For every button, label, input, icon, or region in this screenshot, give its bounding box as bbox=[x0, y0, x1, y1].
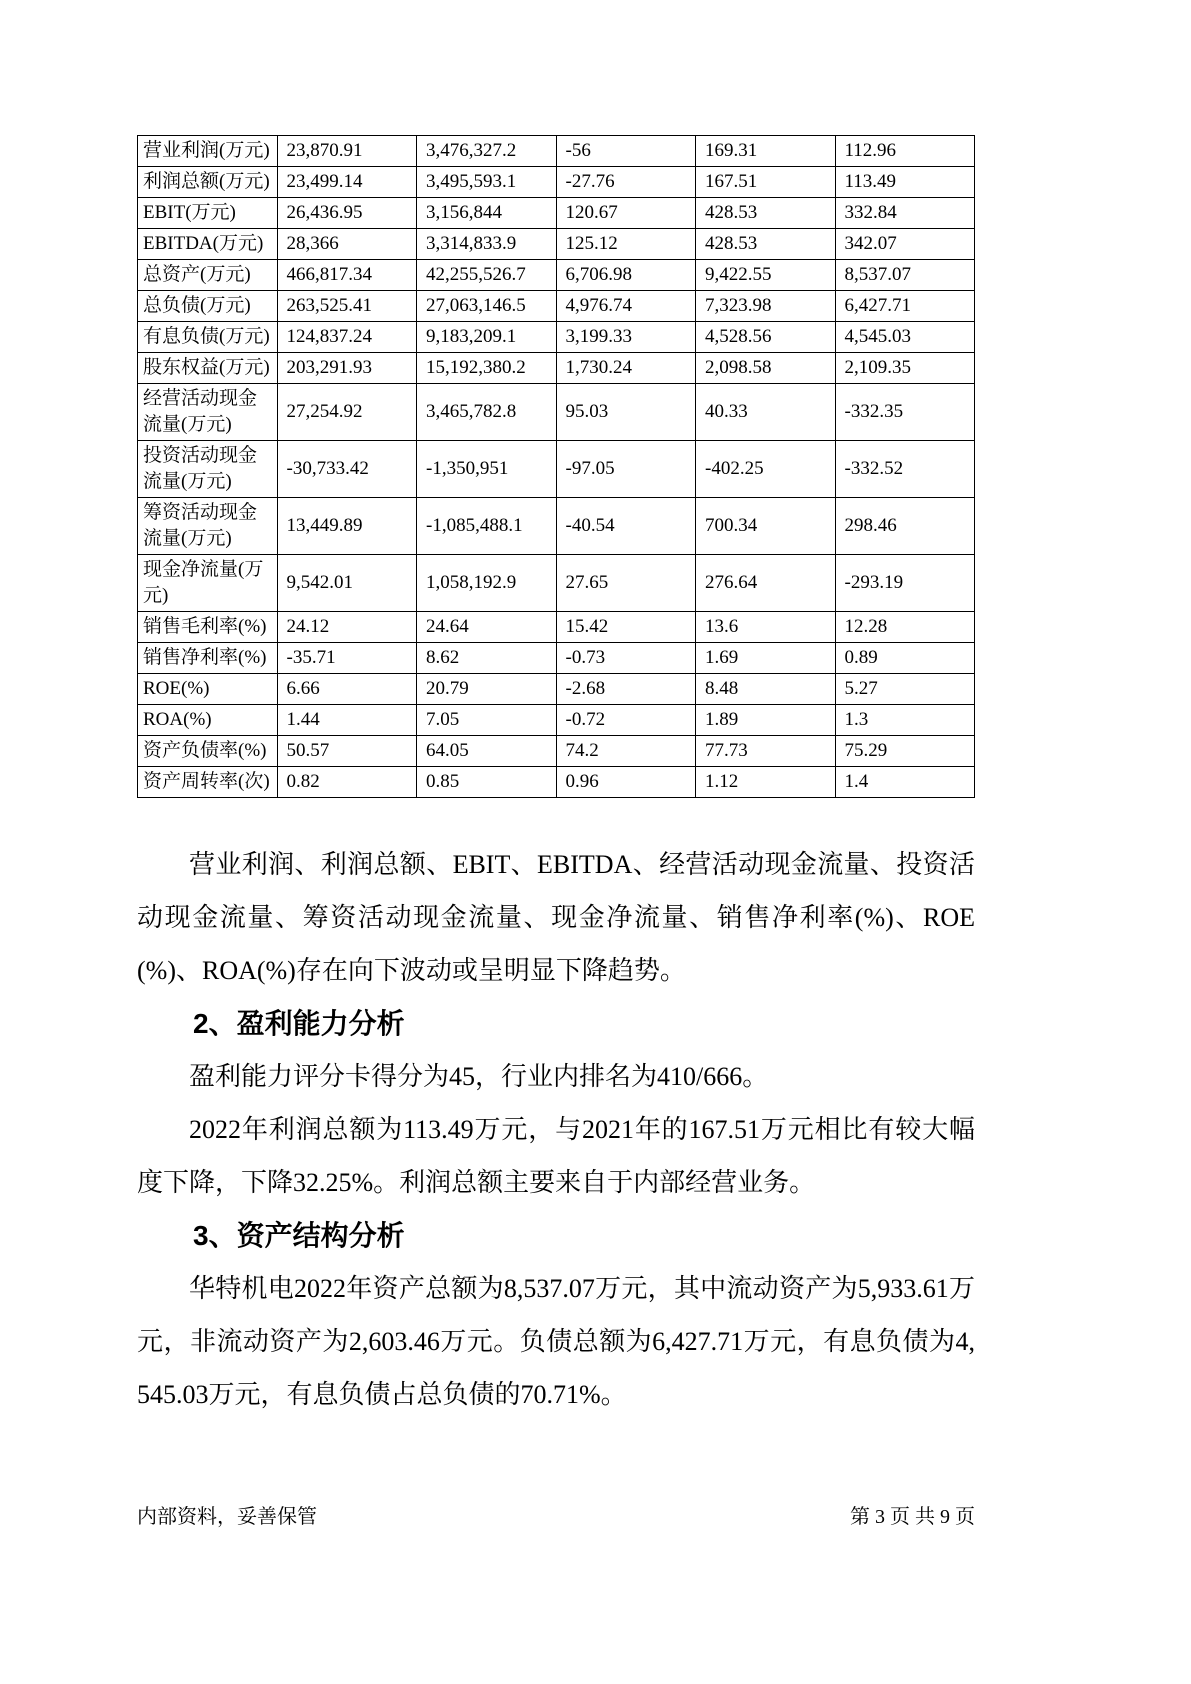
table-row bbox=[138, 643, 975, 674]
row-label: 股东权益(万元) bbox=[138, 353, 278, 384]
row-value: 24.64 bbox=[417, 612, 557, 643]
row-value: -332.52 bbox=[835, 441, 975, 498]
row-value: 40.33 bbox=[696, 384, 836, 441]
row-value: 428.53 bbox=[696, 198, 836, 229]
row-value: 8.48 bbox=[696, 674, 836, 705]
row-value: 1.44 bbox=[277, 705, 417, 736]
row-label: ROE(%) bbox=[138, 674, 278, 705]
table-row bbox=[138, 555, 975, 612]
row-value: 125.12 bbox=[556, 229, 696, 260]
row-value: 3,156,844 bbox=[417, 198, 557, 229]
row-value: 2,109.35 bbox=[835, 353, 975, 384]
row-value: 332.84 bbox=[835, 198, 975, 229]
table-row bbox=[138, 674, 975, 705]
row-value: 3,495,593.1 bbox=[417, 167, 557, 198]
row-value: 50.57 bbox=[277, 736, 417, 767]
footer-page-number: 第 3 页 共 9 页 bbox=[850, 1506, 975, 1528]
table-row bbox=[138, 167, 975, 198]
row-label: 销售净利率(%) bbox=[138, 643, 278, 674]
row-value: 74.2 bbox=[556, 736, 696, 767]
row-value: -97.05 bbox=[556, 441, 696, 498]
row-value: 1,730.24 bbox=[556, 353, 696, 384]
row-value: 15.42 bbox=[556, 612, 696, 643]
table-row bbox=[138, 767, 975, 798]
row-value: 112.96 bbox=[835, 136, 975, 167]
row-value: 7.05 bbox=[417, 705, 557, 736]
financial-table-body bbox=[138, 136, 975, 798]
paragraph-profit-detail: 2022年利润总额为113.49万元，与2021年的167.51万元相比有较大幅度下降，下降32.25%。利润总额主要来自于内部经营业务。 bbox=[137, 1115, 975, 1197]
row-value: 13.6 bbox=[696, 612, 836, 643]
row-value: 20.79 bbox=[417, 674, 557, 705]
row-label: 总负债(万元) bbox=[138, 291, 278, 322]
page-footer bbox=[137, 1500, 975, 1529]
row-value: 95.03 bbox=[556, 384, 696, 441]
row-value: 263,525.41 bbox=[277, 291, 417, 322]
table-row bbox=[138, 322, 975, 353]
table-row bbox=[138, 498, 975, 555]
row-value: 6,706.98 bbox=[556, 260, 696, 291]
row-label: 现金净流量(万元) bbox=[138, 555, 278, 612]
row-value: 9,183,209.1 bbox=[417, 322, 557, 353]
table-row bbox=[138, 705, 975, 736]
row-value: 169.31 bbox=[696, 136, 836, 167]
row-value: 5.27 bbox=[835, 674, 975, 705]
row-value: 64.05 bbox=[417, 736, 557, 767]
row-value: 24.12 bbox=[277, 612, 417, 643]
row-label: 投资活动现金流量(万元) bbox=[138, 441, 278, 498]
row-label: 资产负债率(%) bbox=[138, 736, 278, 767]
row-label: 经营活动现金流量(万元) bbox=[138, 384, 278, 441]
row-value: 75.29 bbox=[835, 736, 975, 767]
row-value: 27,254.92 bbox=[277, 384, 417, 441]
row-value: 120.67 bbox=[556, 198, 696, 229]
row-label: 有息负债(万元) bbox=[138, 322, 278, 353]
row-value: 700.34 bbox=[696, 498, 836, 555]
table-row bbox=[138, 136, 975, 167]
row-value: 124,837.24 bbox=[277, 322, 417, 353]
row-label: 筹资活动现金流量(万元) bbox=[138, 498, 278, 555]
row-value: 12.28 bbox=[835, 612, 975, 643]
row-label: EBITDA(万元) bbox=[138, 229, 278, 260]
row-value: 27.65 bbox=[556, 555, 696, 612]
table-row bbox=[138, 736, 975, 767]
row-value: 6.66 bbox=[277, 674, 417, 705]
row-value: 6,427.71 bbox=[835, 291, 975, 322]
row-value: 203,291.93 bbox=[277, 353, 417, 384]
row-value: -402.25 bbox=[696, 441, 836, 498]
row-value: 466,817.34 bbox=[277, 260, 417, 291]
row-value: -0.73 bbox=[556, 643, 696, 674]
table-row bbox=[138, 260, 975, 291]
row-label: 总资产(万元) bbox=[138, 260, 278, 291]
paragraph-asset-detail: 华特机电2022年资产总额为8,537.07万元，其中流动资产为5,933.61万元，非流动资产为2,603.46万元。负债总额为6,427.71万元，有息负债为4,545.03万元，有息负债占总负债的70.71%。 bbox=[137, 1274, 975, 1409]
table-row bbox=[138, 198, 975, 229]
row-value: 1.3 bbox=[835, 705, 975, 736]
row-value: -30,733.42 bbox=[277, 441, 417, 498]
row-value: 27,063,146.5 bbox=[417, 291, 557, 322]
row-value: -40.54 bbox=[556, 498, 696, 555]
row-value: 15,192,380.2 bbox=[417, 353, 557, 384]
row-value: 42,255,526.7 bbox=[417, 260, 557, 291]
row-value: -332.35 bbox=[835, 384, 975, 441]
row-value: 4,976.74 bbox=[556, 291, 696, 322]
row-value: 3,465,782.8 bbox=[417, 384, 557, 441]
table-row bbox=[138, 291, 975, 322]
row-value: 8.62 bbox=[417, 643, 557, 674]
row-value: -27.76 bbox=[556, 167, 696, 198]
row-value: -35.71 bbox=[277, 643, 417, 674]
row-value: 167.51 bbox=[696, 167, 836, 198]
financial-indicators-table bbox=[137, 135, 975, 798]
row-value: 28,366 bbox=[277, 229, 417, 260]
row-value: 428.53 bbox=[696, 229, 836, 260]
row-label: 销售毛利率(%) bbox=[138, 612, 278, 643]
table-row bbox=[138, 384, 975, 441]
table-row bbox=[138, 353, 975, 384]
row-value: -0.72 bbox=[556, 705, 696, 736]
row-value: 276.64 bbox=[696, 555, 836, 612]
page-content bbox=[137, 135, 975, 1421]
row-value: 113.49 bbox=[835, 167, 975, 198]
row-value: -56 bbox=[556, 136, 696, 167]
row-value: 0.89 bbox=[835, 643, 975, 674]
table-row bbox=[138, 229, 975, 260]
row-value: 4,528.56 bbox=[696, 322, 836, 353]
footer-confidential-note: 内部资料，妥善保管 bbox=[137, 1506, 317, 1528]
row-value: 1,058,192.9 bbox=[417, 555, 557, 612]
row-value: 7,323.98 bbox=[696, 291, 836, 322]
row-label: 资产周转率(次) bbox=[138, 767, 278, 798]
row-value: 4,545.03 bbox=[835, 322, 975, 353]
heading-asset-structure-analysis: 3、资产结构分析 bbox=[193, 1220, 405, 1251]
row-value: 2,098.58 bbox=[696, 353, 836, 384]
row-value: 298.46 bbox=[835, 498, 975, 555]
row-value: 0.85 bbox=[417, 767, 557, 798]
row-label: 营业利润(万元) bbox=[138, 136, 278, 167]
row-value: -2.68 bbox=[556, 674, 696, 705]
row-value: 0.96 bbox=[556, 767, 696, 798]
table-row bbox=[138, 612, 975, 643]
row-value: 9,422.55 bbox=[696, 260, 836, 291]
table-row bbox=[138, 441, 975, 498]
row-value: 13,449.89 bbox=[277, 498, 417, 555]
row-value: 3,476,327.2 bbox=[417, 136, 557, 167]
row-value: 342.07 bbox=[835, 229, 975, 260]
row-value: 23,870.91 bbox=[277, 136, 417, 167]
row-value: 1.89 bbox=[696, 705, 836, 736]
row-value: 1.69 bbox=[696, 643, 836, 674]
row-label: EBIT(万元) bbox=[138, 198, 278, 229]
row-value: 23,499.14 bbox=[277, 167, 417, 198]
row-value: -293.19 bbox=[835, 555, 975, 612]
row-value: 77.73 bbox=[696, 736, 836, 767]
paragraph-profitability-score: 盈利能力评分卡得分为45，行业内排名为410/666。 bbox=[189, 1062, 769, 1091]
row-label: 利润总额(万元) bbox=[138, 167, 278, 198]
heading-profitability-analysis: 2、盈利能力分析 bbox=[193, 1008, 405, 1039]
row-value: 1.4 bbox=[835, 767, 975, 798]
row-value: 0.82 bbox=[277, 767, 417, 798]
row-value: 9,542.01 bbox=[277, 555, 417, 612]
paragraph-trend-summary: 营业利润、利润总额、EBIT、EBITDA、经营活动现金流量、投资活动现金流量、筹资活动现金流量、现金净流量、销售净利率(%)、ROE(%)、ROA(%)存在向下波动或呈明显下降趋势。 bbox=[137, 850, 975, 985]
row-value: 8,537.07 bbox=[835, 260, 975, 291]
row-value: -1,350,951 bbox=[417, 441, 557, 498]
row-value: 3,199.33 bbox=[556, 322, 696, 353]
row-value: 26,436.95 bbox=[277, 198, 417, 229]
row-value: 1.12 bbox=[696, 767, 836, 798]
row-label: ROA(%) bbox=[138, 705, 278, 736]
row-value: -1,085,488.1 bbox=[417, 498, 557, 555]
row-value: 3,314,833.9 bbox=[417, 229, 557, 260]
